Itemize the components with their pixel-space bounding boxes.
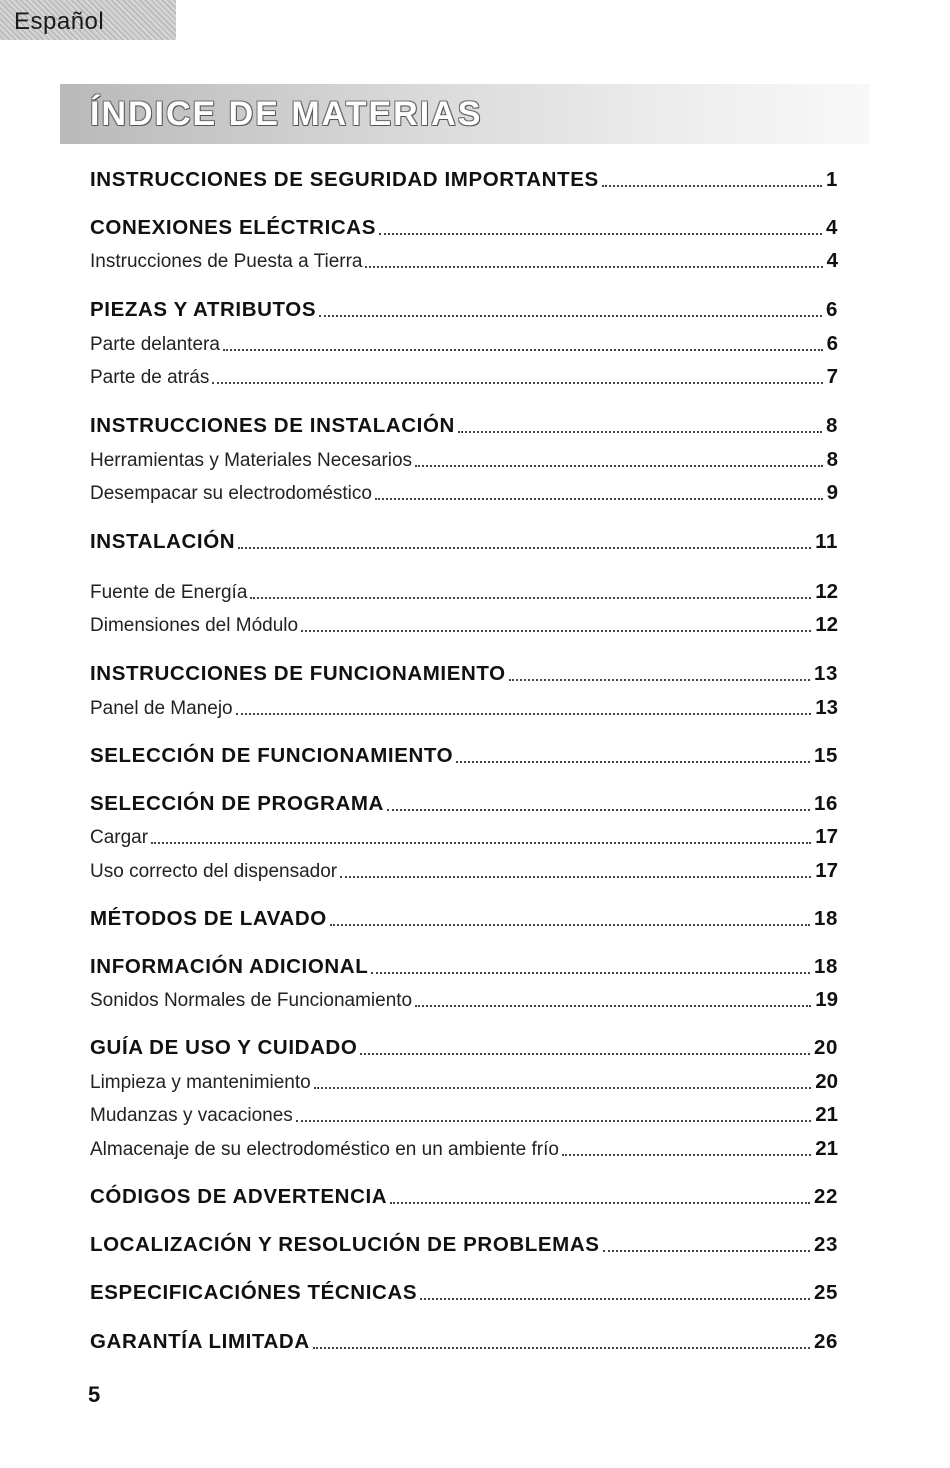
dot-leader (223, 349, 823, 351)
toc-entry-page: 17 (815, 825, 838, 848)
toc-entry-label: Uso correcto del dispensador (90, 861, 338, 882)
toc-entry-page: 4 (825, 216, 838, 239)
toc-entry-label: Sonidos Normales de Funcionamiento (90, 990, 413, 1011)
dot-leader (314, 1087, 811, 1089)
toc-entry-page: 7 (826, 365, 838, 388)
toc-entry-label: Desempacar su electrodoméstico (90, 483, 372, 504)
toc-section-entry (90, 1179, 838, 1209)
toc-entry-page: 4 (826, 249, 838, 272)
toc-entry-label: ESPECIFICACIÓNES TÉCNICAS (90, 1281, 418, 1304)
toc-section-entry (90, 524, 838, 554)
toc-subsection-entry (90, 475, 838, 505)
toc-entry-label: Fuente de Energía (90, 582, 248, 603)
toc-entry-label: INSTRUCCIONES DE FUNCIONAMIENTO (90, 662, 506, 685)
dot-leader (236, 713, 812, 715)
toc-subsection-entry (90, 574, 838, 604)
dot-leader (456, 761, 810, 763)
dot-leader (458, 431, 822, 433)
toc-entry-page: 20 (813, 1036, 838, 1059)
toc-section-entry (90, 738, 838, 768)
toc-entry-label: Instrucciones de Puesta a Tierra (90, 251, 363, 272)
toc-entry-label: CONEXIONES ELÉCTRICAS (90, 216, 376, 239)
toc-entry-label: LOCALIZACIÓN Y RESOLUCIÓN DE PROBLEMAS (90, 1233, 600, 1256)
toc-entry-page: 16 (813, 792, 838, 815)
dot-leader (360, 1053, 810, 1055)
toc-entry-page: 12 (815, 613, 838, 636)
toc-entry-label: Mudanzas y vacaciones (90, 1105, 293, 1126)
toc-entry-label: GARANTÍA LIMITADA (90, 1330, 310, 1353)
dot-leader (387, 809, 810, 811)
toc-subsection-entry (90, 690, 838, 720)
dot-leader (319, 315, 822, 317)
toc-entry-label: Parte de atrás (90, 367, 210, 388)
toc-entry-label: MÉTODOS DE LAVADO (90, 907, 327, 930)
toc-subsection-entry (90, 819, 838, 849)
toc-section-entry (90, 1324, 838, 1354)
toc-entry-label: PIEZAS Y ATRIBUTOS (90, 298, 317, 321)
toc-subsection-entry (90, 607, 838, 637)
toc-entry-label: SELECCIÓN DE FUNCIONAMIENTO (90, 744, 454, 767)
toc-section-entry (90, 162, 838, 192)
page-title: ÍNDICE DE MATERIAS (90, 95, 483, 133)
toc-entry-page: 6 (825, 298, 838, 321)
dot-leader (420, 1298, 810, 1300)
page-number: 5 (88, 1382, 101, 1407)
toc-entry-label: Panel de Manejo (90, 698, 233, 719)
toc-entry-page: 8 (826, 448, 838, 471)
language-tab-label: Español (14, 8, 105, 35)
toc-entry-page: 26 (813, 1330, 838, 1353)
dot-leader (365, 266, 822, 268)
toc-entry-label: Herramientas y Materiales Necesarios (90, 450, 413, 471)
toc-entry-page: 17 (815, 859, 838, 882)
toc-entry-page: 19 (815, 988, 838, 1011)
toc-section-entry (90, 292, 838, 322)
toc-entry-page: 13 (813, 662, 838, 685)
toc-entry-page: 13 (815, 696, 838, 719)
dot-leader (390, 1202, 810, 1204)
dot-leader (330, 924, 810, 926)
dot-leader (301, 630, 811, 632)
toc-entry-label: Almacenaje de su electrodoméstico en un ambiente frío (90, 1139, 559, 1160)
dot-leader (371, 972, 810, 974)
dot-leader (212, 382, 822, 384)
toc-section-entry (90, 949, 838, 979)
dot-leader (238, 547, 811, 549)
toc-entry-label: INSTRUCCIONES DE SEGURIDAD IMPORTANTES (90, 168, 599, 191)
toc-entry-label: CÓDIGOS DE ADVERTENCIA (90, 1185, 388, 1208)
toc-entry-page: 11 (815, 530, 838, 553)
dot-leader (562, 1154, 811, 1156)
toc-subsection-entry (90, 243, 838, 273)
dot-leader (340, 876, 811, 878)
toc-entry-page: 18 (813, 907, 838, 930)
toc-entry-page: 20 (815, 1070, 838, 1093)
toc-entry-page: 21 (815, 1103, 838, 1126)
dot-leader (296, 1120, 811, 1122)
dot-leader (509, 679, 810, 681)
toc-section-entry (90, 1030, 838, 1060)
toc-entry-page: 12 (815, 580, 838, 603)
toc-section-entry (90, 786, 838, 816)
toc-entry-label: GUÍA DE USO Y CUIDADO (90, 1036, 358, 1059)
title-band (60, 84, 870, 144)
dot-leader (602, 185, 822, 187)
toc-entry-page: 8 (825, 414, 838, 437)
toc-subsection-entry (90, 853, 838, 883)
toc-entry-label: SELECCIÓN DE PROGRAMA (90, 792, 384, 815)
toc-subsection-entry (90, 326, 838, 356)
toc-entry-page: 18 (813, 955, 838, 978)
toc-subsection-entry (90, 982, 838, 1012)
toc-entry-page: 23 (813, 1233, 838, 1256)
toc-entry-label: Cargar (90, 827, 149, 848)
toc-section-entry (90, 408, 838, 438)
toc-section-entry (90, 1227, 838, 1257)
toc-entry-page: 25 (813, 1281, 838, 1304)
toc-entry-page: 15 (813, 744, 838, 767)
toc-subsection-entry (90, 1131, 838, 1161)
dot-leader (313, 1347, 810, 1349)
toc-entry-label: INFORMACIÓN ADICIONAL (90, 955, 369, 978)
toc-entry-page: 1 (825, 168, 838, 191)
toc-subsection-entry (90, 1097, 838, 1127)
toc-entry-label: Limpieza y mantenimiento (90, 1072, 311, 1093)
dot-leader (151, 842, 811, 844)
toc-subsection-entry (90, 442, 838, 472)
language-tab (0, 0, 176, 40)
toc-entry-label: Dimensiones del Módulo (90, 615, 299, 636)
toc-entry-page: 21 (815, 1137, 838, 1160)
dot-leader (603, 1250, 810, 1252)
toc-subsection-entry (90, 1064, 838, 1094)
toc-entry-label: INSTALACIÓN (90, 530, 236, 553)
toc-entry-page: 22 (813, 1185, 838, 1208)
toc-section-entry (90, 1275, 838, 1305)
dot-leader (379, 233, 822, 235)
toc-entry-page: 6 (826, 332, 838, 355)
toc-entry-label: Parte delantera (90, 334, 220, 355)
toc-section-entry (90, 656, 838, 686)
toc-subsection-entry (90, 359, 838, 389)
dot-leader (250, 597, 811, 599)
toc-section-entry (90, 210, 838, 240)
dot-leader (415, 1005, 811, 1007)
toc-section-entry (90, 901, 838, 931)
dot-leader (415, 465, 823, 467)
toc-entry-page: 9 (826, 481, 838, 504)
toc-entry-label: INSTRUCCIONES DE INSTALACIÓN (90, 414, 455, 437)
dot-leader (375, 498, 823, 500)
